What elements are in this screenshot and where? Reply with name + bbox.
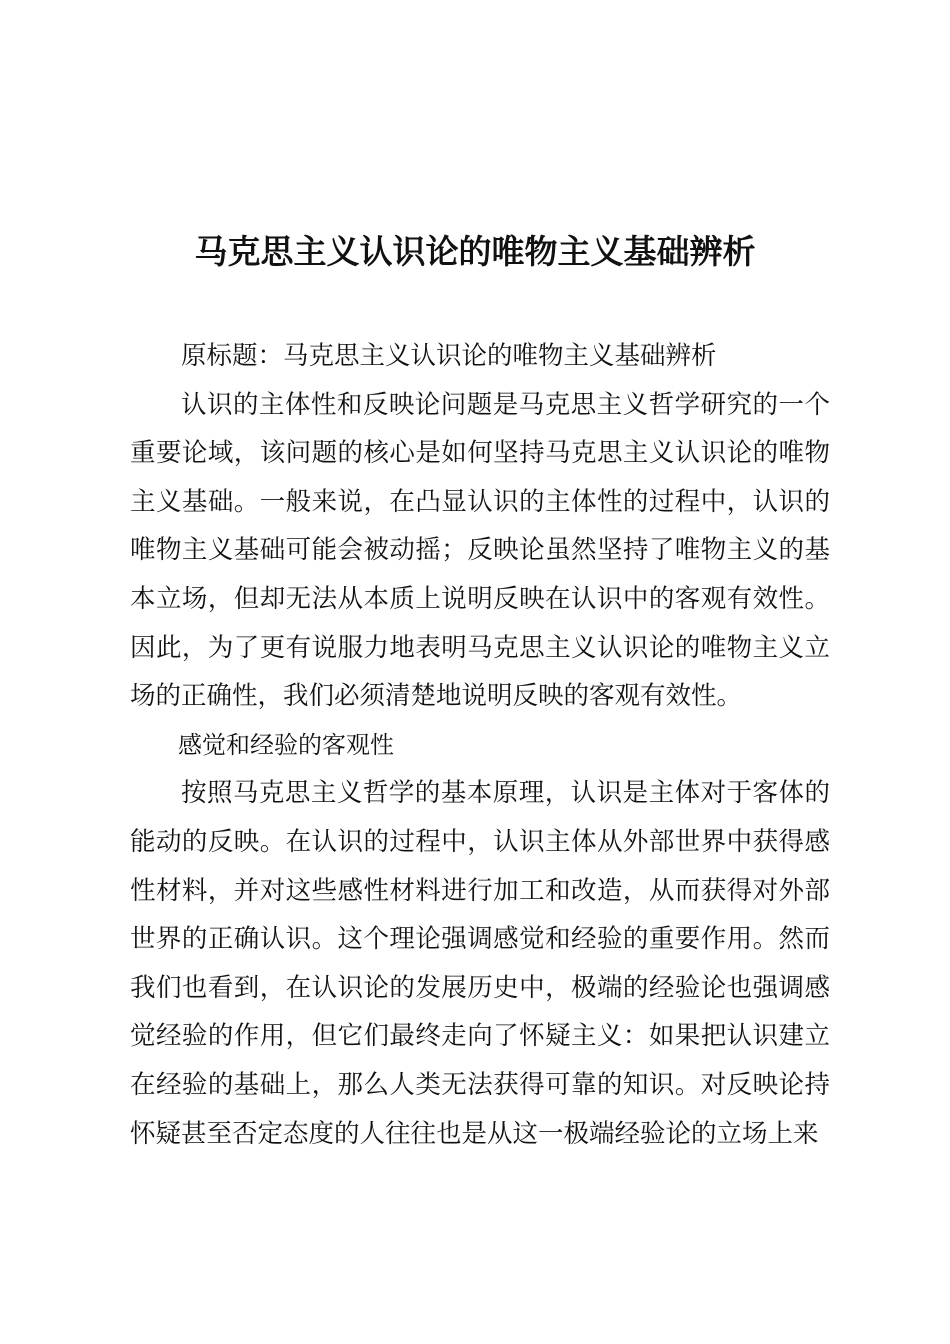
document-title: 马克思主义认识论的唯物主义基础辨析 bbox=[194, 232, 756, 271]
original-title-line: 原标题：马克思主义认识论的唯物主义基础辨析 bbox=[181, 341, 717, 371]
intro-paragraph: 认识的主体性和反映论问题是马克思主义哲学研究的一个重要论域，该问题的核心是如何坚持马克思主义认识论的唯物主义基础。一般来说，在凸显认识的主体性的过程中，认识的唯物主义基础可能会被动摇；反映论虽然坚持了唯物主义的基本立场，但却无法从本质上说明反映在认识中的客观有效性。因此，为了更有说服力地表明马克思主义认识论的唯物主义立场的正确性，我们必须清楚地说明反映的客观有效性。 bbox=[130, 389, 830, 712]
section-heading: 感觉和经验的客观性 bbox=[178, 730, 394, 759]
section-paragraph: 按照马克思主义哲学的基本原理，认识是主体对于客体的能动的反映。在认识的过程中，认识主体从外部世界中获得感性材料，并对这些感性材料进行加工和改造，从而获得对外部世界的正确认识。这个理论强调感觉和经验的重要作用。然而我们也看到，在认识论的发展历史中，极端的经验论也强调感觉经验的作用，但它们最终走向了怀疑主义：如果把认识建立在经验的基础上，那么人类无法获得可靠的知识。对反映论持怀疑甚至否定态度的人往往也是从这一极端经验论的立场上来 bbox=[130, 778, 830, 1149]
document-body bbox=[130, 332, 830, 1158]
